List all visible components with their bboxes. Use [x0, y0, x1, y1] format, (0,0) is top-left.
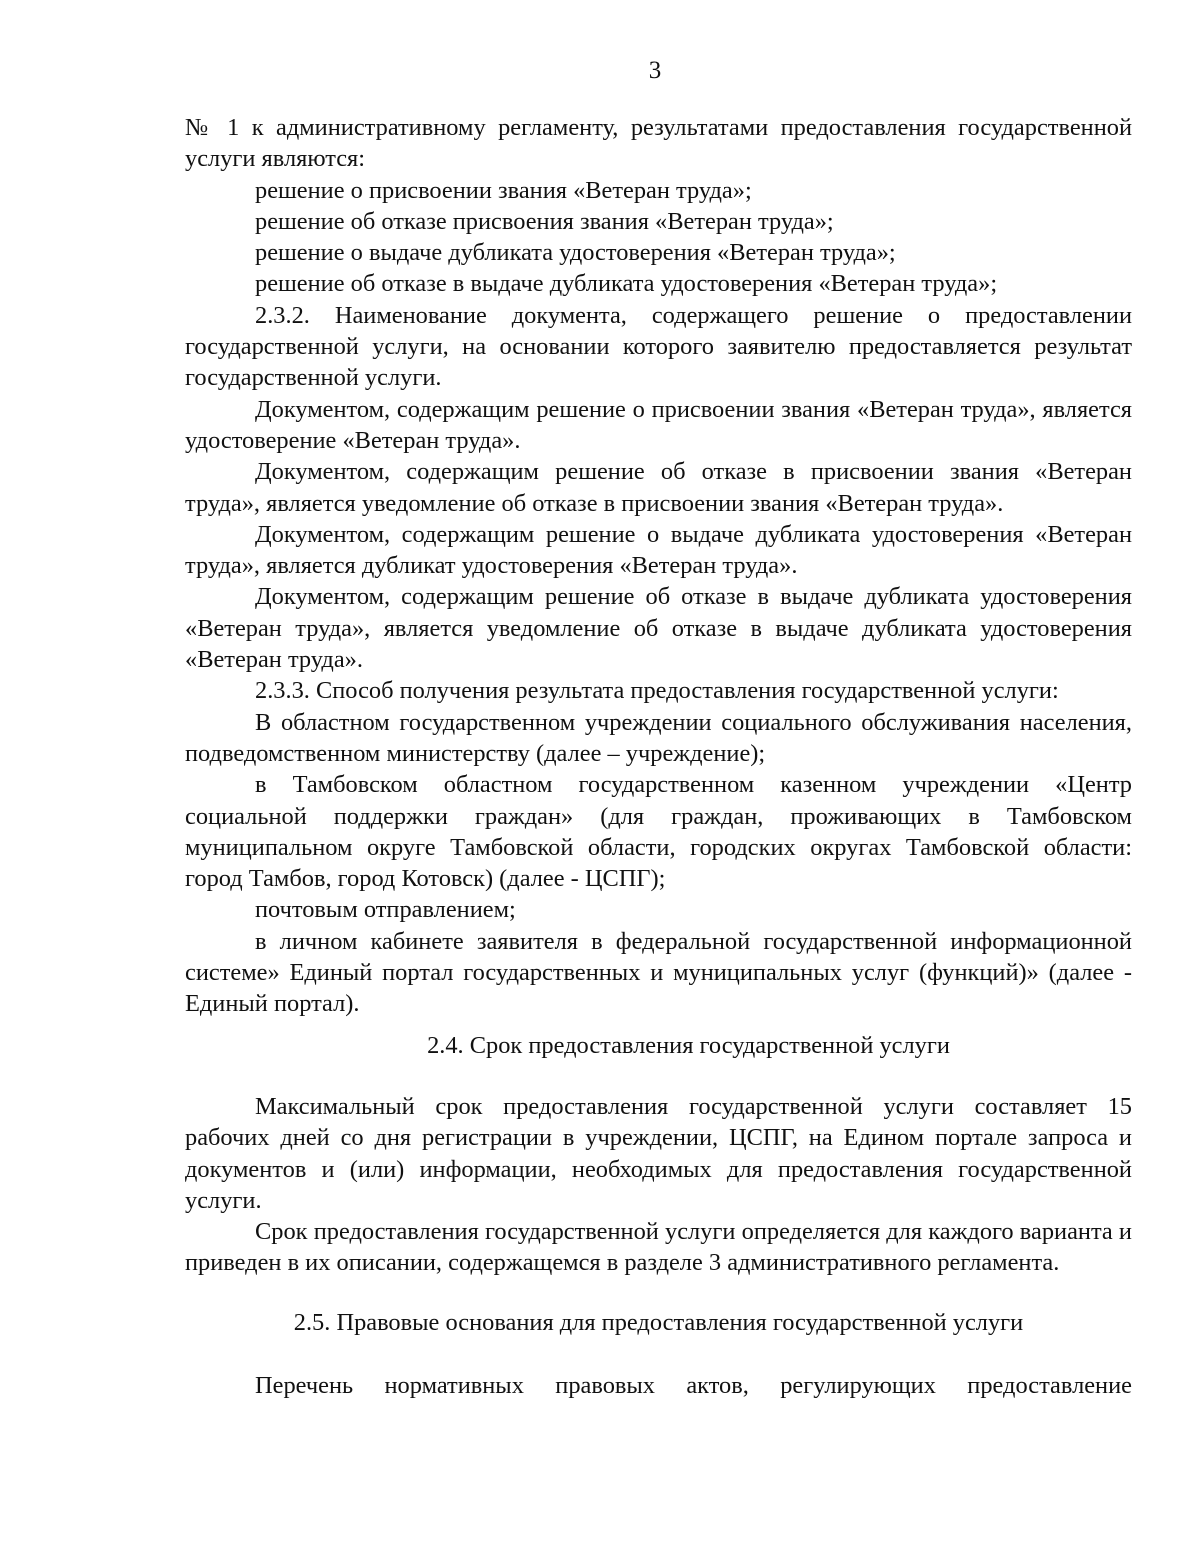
document-body — [185, 112, 1132, 1401]
section-heading-2-4: 2.4. Срок предоставления государственной услуги — [427, 1031, 950, 1059]
paragraph: решение о выдаче дубликата удостоверения «Ветеран труда»; — [255, 239, 896, 267]
paragraph: в личном кабинете заявителя в федеральной государственной информационной системе» Единый портал государственных и муниципальных услуг (функций)» (далее - Единый портал). — [185, 927, 1132, 1018]
section-heading-2-5: 2.5. Правовые основания для предоставления государственной услуги — [293, 1308, 1024, 1336]
section-2-5-body — [185, 1370, 1132, 1401]
paragraph: почтовым отправлением; — [255, 896, 516, 924]
paragraph: решение о присвоении звания «Ветеран труда»; — [255, 176, 752, 204]
paragraph: решение об отказе в выдаче дубликата удостоверения «Ветеран труда»; — [255, 270, 998, 298]
paragraph: 2.3.3. Способ получения результата предоставления государственной услуги: — [255, 677, 1059, 705]
page-number: 3 — [648, 57, 662, 84]
paragraph: Документом, содержащим решение о выдаче дубликата удостоверения «Ветеран труда», является дубликат удостоверения «Ветеран труда». — [185, 520, 1132, 580]
paragraph: Документом, содержащим решение о присвоении звания «Ветеран труда», является удостоверение «Ветеран труда». — [185, 395, 1132, 454]
paragraph: Максимальный срок предоставления государственной услуги составляет 15 рабочих дней со дня регистрации в учреждении, ЦСПГ, на Едином портале запроса и документов и (или) информации, необходимых для предоставления государственной услуги. — [185, 1092, 1132, 1214]
section-2-4-body — [185, 1091, 1132, 1279]
paragraph: 2.3.2. Наименование документа, содержащего решение о предоставлении государственной услуги, на основании которого заявителю предоставляется результат государственной услуги. — [185, 301, 1132, 392]
paragraph: № 1 к административному регламенту, результатами предоставления государственной услуги являются: — [185, 114, 1132, 173]
section-2-3-results — [185, 112, 1132, 1020]
paragraph: В областном государственном учреждении социального обслуживания населения, подведомственном министерству (далее – учреждение); — [185, 708, 1132, 767]
paragraph: в Тамбовском областном государственном казенном учреждении «Центр социальной поддержки граждан» (для граждан, проживающих в Тамбовском муниципальном округе Тамбовской области, городских округах Тамбовской области: город Тамбов, город Котовск) (далее - ЦСПГ); — [185, 771, 1132, 893]
paragraph: Срок предоставления государственной услуги определяется для каждого варианта и приведен в их описании, содержащемся в разделе 3 административного регламента. — [185, 1218, 1132, 1277]
paragraph: решение об отказе присвоения звания «Ветеран труда»; — [255, 207, 834, 235]
paragraph: Документом, содержащим решение об отказе в присвоении звания «Ветеран труда», является уведомление об отказе в присвоении звания «Ветеран труда». — [185, 458, 1132, 517]
paragraph: Перечень нормативных правовых актов, регулирующих предоставление — [255, 1371, 1132, 1399]
paragraph: Документом, содержащим решение об отказе в выдаче дубликата удостоверения «Ветеран труда», является уведомление об отказе в выдаче дубликата удостоверения «Ветеран труда». — [185, 583, 1132, 674]
